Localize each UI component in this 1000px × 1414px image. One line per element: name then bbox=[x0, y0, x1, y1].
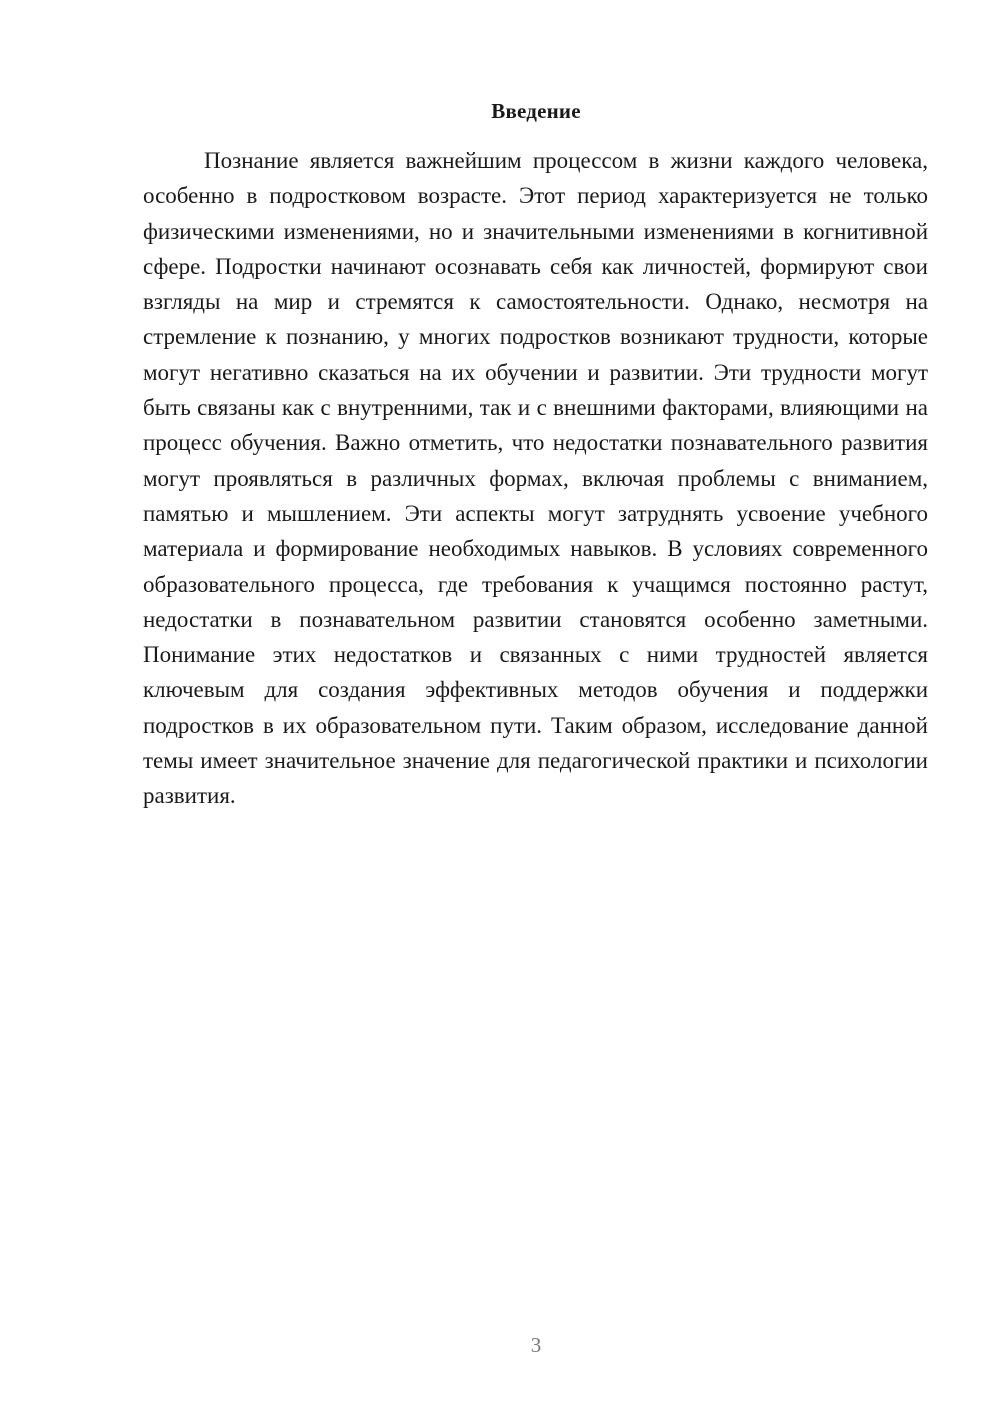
section-heading: Введение bbox=[491, 99, 581, 123]
page-number: 3 bbox=[530, 1333, 542, 1357]
body-paragraph: Познание является важнейшим процессом в жизни каждого человека, особенно в подростковом возрасте. Этот период характеризуется не только физическими изменениями, но и значительными изменениями в когнитивной сфере. Подростки начинают осознавать себя как личностей, формируют свои взгляды на мир и стремятся к самостоятельности. Однако, несмотря на стремление к познанию, у многих подростков возникают трудности, которые могут негативно сказаться на их обучении и развитии. Эти трудности могут быть связаны как с внутренними, так и с внешними факторами, влияющими на процесс обучения. Важно отметить, что недостатки познавательного развития могут проявляться в различных формах, включая проблемы с вниманием, памятью и мышлением. Эти аспекты могут затруднять усвоение учебного материала и формирование необходимых навыков. В условиях современного образовательного процесса, где требования к учащимся постоянно растут, недостатки в познавательном развитии становятся особенно заметными. Понимание этих недостатков и связанных с ними трудностей является ключевым для создания эффективных методов обучения и поддержки подростков в их образовательном пути. Таким образом, исследование данной темы имеет значительное значение для педагогической практики и психологии развития. bbox=[143, 148, 928, 809]
